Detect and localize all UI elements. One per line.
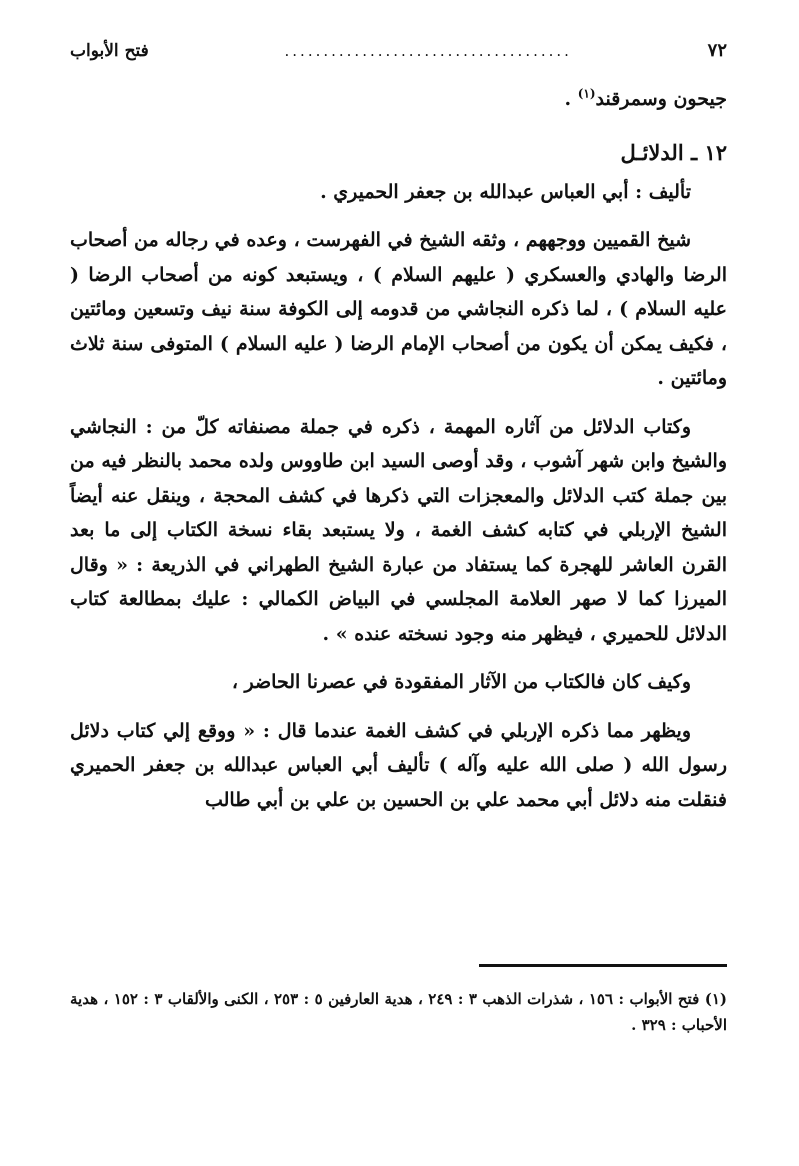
continuation-line <box>70 82 727 117</box>
paragraph-book-dalail: وكتاب الدلائل من آثاره المهمة ، ذكره في جملة مصنفاته كلّ من : النجاشي والشيخ وابن شهر آشوب ، وقد أوصى السيد ابن طاووس ولده محمد بالنظر فيه من بين جملة كتب الدلائل والمعجزات التي ذكرها في كشف المحجة ، وينقل عنه أيضاً الشيخ الإربلي في كتابه كشف الغمة ، ولا يستبعد بقاء نسخة الكتاب إلى ما بعد القرن العاشر للهجرة كما يستفاد من عبارة الشيخ الطهراني في الذريعة : « وقال الميرزا كما لا صهر العلامة المجلسي في البياض الكمالي : عليك بمطالعة كتاب الدلائل للحميري ، فيظهر منه وجود نسخته عنده » . <box>70 415 727 645</box>
page-header <box>70 40 727 80</box>
page-body <box>70 82 727 817</box>
paragraph-lost-status: وكيف كان فالكتاب من الآثار المفقودة في عصرنا الحاضر ، <box>231 671 691 693</box>
footnote-divider <box>479 964 727 967</box>
continuation-end: . <box>564 88 578 110</box>
paragraph-irbili-quote: ويظهر مما ذكره الإربلي في كشف الغمة عندما قال : « ووقع إلي كتاب دلائل رسول الله ( صلى الله عليه وآله ) تأليف أبي العباس عبدالله بن جعفر الحميري فنقلت منه دلائل أبي محمد علي بن الحسين بن علي بن أبي طالب <box>70 719 727 811</box>
author-line: تأليف : أبي العباس عبدالله بن جعفر الحميري . <box>320 180 691 203</box>
book-page <box>70 40 727 1130</box>
continuation-text: جيحون وسمرقند <box>595 88 727 110</box>
footnotes <box>70 986 727 1038</box>
page-number: ٧٢ <box>707 40 727 61</box>
header-leader-dots: ..................................... <box>284 42 572 60</box>
footnote-reference[interactable]: (١) <box>577 86 596 101</box>
running-title: فتح الأبواب <box>70 41 149 61</box>
section-heading: ١٢ ـ الدلائـل <box>620 139 727 165</box>
paragraph-biography: شيخ القميين ووجههم ، وثقه الشيخ في الفهرست ، وعده في رجاله من أصحاب الرضا والهادي والعسكري ( عليهم السلام ) ، ويستبعد كونه من أصحاب الرضا ( عليه السلام ) ، لما ذكره النجاشي من قدومه إلى الكوفة سنة نيف وتسعين ومائتين ، فكيف يمكن أن يكون من أصحاب الإمام الرضا ( عليه السلام ) المتوفى سنة ثلاث ومائتين . <box>70 229 727 389</box>
footnote-1: (١) فتح الأبواب : ١٥٦ ، شذرات الذهب ٣ : ٢٤٩ ، هدية العارفين ٥ : ٢٥٣ ، الكنى والألقاب ٣ : ١٥٢ ، هدية الأحباب : ٣٢٩ . <box>70 990 727 1034</box>
